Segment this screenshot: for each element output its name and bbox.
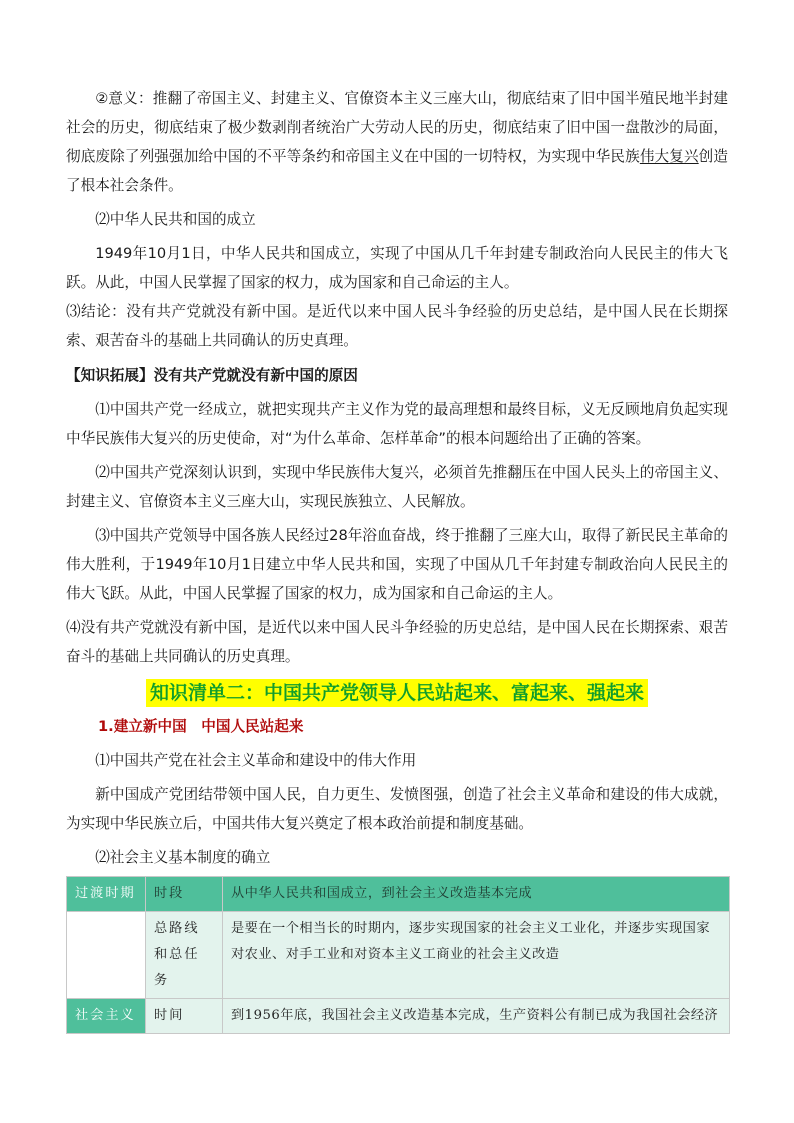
knowledge-extension-title: 【知识拓展】没有共产党就没有新中国的原因 <box>66 367 358 384</box>
significance-paragraph <box>66 84 728 200</box>
extension-item-3: ⑶中国共产党领导中国各族人民经过28年浴血奋战，终于推翻了三座大山，取得了新民民主革命的伟大胜利，于1949年10月1日建立中华人民共和国，实现了中国从几千年封建专制政治向人民民主的伟大飞跃。从此，中国人民掌握了国家的权力，成为国家和自己命运的主人。 <box>66 527 728 602</box>
table-row <box>67 912 730 999</box>
significance-text-end: 创造了根本社会条件。 <box>66 148 728 194</box>
extension-item-4: ⑷没有共产党就没有新中国，是近代以来中国人民斗争经验的历史总结，是中国人民在长期探索、艰苦奋斗的基础上共同确认的历史真理。 <box>66 619 728 665</box>
table-cell-value: 到1956年底，我国社会主义改造基本完成，生产资料公有制已成为我国社会经济 <box>223 999 730 1034</box>
table-cell-label: 时段 <box>146 877 223 912</box>
table-row <box>67 999 730 1034</box>
table-cell-value: 是要在一个相当长的时期内，逐步实现国家的社会主义工业化，并逐步实现国家对农业、对手工业和对资本主义工商业的社会主义改造 <box>223 912 730 999</box>
socialist-system-table <box>66 876 730 1034</box>
table-cell-period: 过渡时期 <box>67 877 146 912</box>
section-title-wrap <box>66 679 728 713</box>
role-paragraph: 新中国成产党团结带领中国人民，自力更生、发愤图强，创造了社会主义革命和建设的伟大成就，为实现中华民族立后，中国共伟大复兴奠定了根本政治前提和制度基础。 <box>66 786 728 832</box>
table-cell-label: 总路线和总任务 <box>146 912 223 999</box>
table-cell-label: 时间 <box>146 999 223 1034</box>
role-heading: ⑴中国共产党在社会主义革命和建设中的伟大作用 <box>95 752 417 769</box>
sub-heading: 1.建立新中国 中国人民站起来 <box>98 718 304 735</box>
table-cell-empty <box>67 912 146 999</box>
prc-founding-paragraph: 1949年10月1日，中华人民共和国成立，实现了中国从几千年封建专制政治向人民民主的伟大飞跃。从此，中国人民掌握了国家的权力，成为国家和自己命运的主人。 <box>66 245 728 291</box>
conclusion-paragraph: ⑶结论：没有共产党就没有新中国。是近代以来中国人民斗争经验的历史总结，是中国人民在长期探索、艰苦奋斗的基础上共同确认的历史真理。 <box>66 303 728 349</box>
underlined-rejuvenation: 伟大复兴 <box>639 148 699 165</box>
table-cell-value: 从中华人民共和国成立，到社会主义改造基本完成 <box>223 877 730 912</box>
extension-item-1: ⑴中国共产党一经成立，就把实现共产主义作为党的最高理想和最终目标，义无反顾地肩负起实现中华民族伟大复兴的历史使命，对“为什么革命、怎样革命”的根本问题给出了正确的答案。 <box>66 401 728 447</box>
table-row <box>67 877 730 912</box>
system-heading: ⑵社会主义基本制度的确立 <box>95 849 271 866</box>
section-title: 知识清单二：中国共产党领导人民站起来、富起来、强起来 <box>146 679 648 707</box>
extension-item-2: ⑵中国共产党深刻认识到，实现中华民族伟大复兴，必须首先推翻压在中国人民头上的帝国主义、封建主义、官僚资本主义三座大山，实现民族独立、人民解放。 <box>66 464 728 510</box>
table-cell-period: 社会主义 <box>67 999 146 1034</box>
significance-text: ②意义：推翻了帝国主义、封建主义、官僚资本主义三座大山，彻底结束了旧中国半殖民地半封建社会的历史，彻底结束了极少数剥削者统治广大劳动人民的历史，彻底结束了旧中国一盘散沙的局面，彻底废除了列强强加给中国的不平等条约和帝国主义在中国的一切特权，为实现中华民族 <box>66 90 728 165</box>
prc-founding-heading: ⑵中华人民共和国的成立 <box>95 211 256 228</box>
